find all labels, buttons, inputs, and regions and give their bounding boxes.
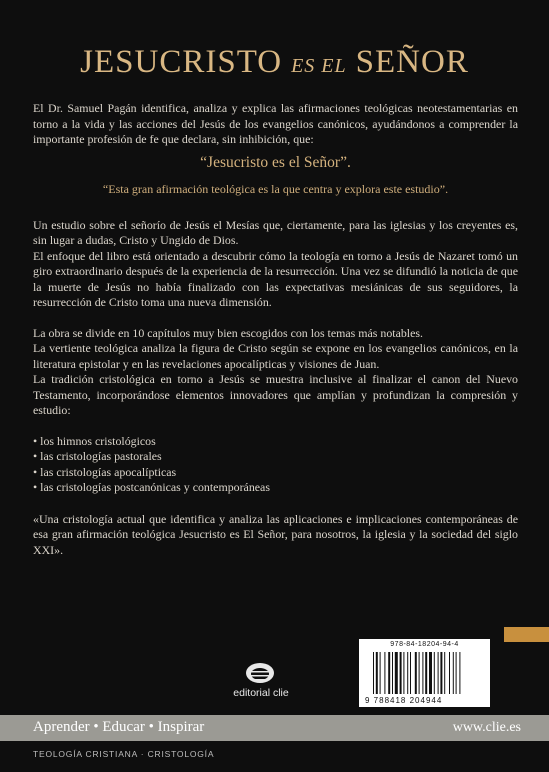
- paragraph-b-2: La vertiente teológica analiza la figura de Cristo según se expone en los evangelios canónicos, en la literatura epistolar y en las revelaciones apocalípticas y visiones de Juan.: [33, 341, 518, 371]
- clie-logo-icon: [238, 659, 282, 684]
- paragraph-b-3: La tradición cristológica en torno a Jesús se muestra inclusive al finalizar el canon del Nuevo Testamento, incorporándose elementos innovadores que amplían y profundizan la compresión y estudio:: [33, 372, 518, 417]
- barcode-digits: 9 788418 204944: [365, 696, 443, 705]
- book-categories: TEOLOGÍA CRISTIANA · CRISTOLOGÍA: [33, 749, 215, 759]
- closing-quote: «Una cristología actual que identifica y analiza las aplicaciones e implicaciones contemporáneas de esa gran afirmación teológica Jesucristo es El Señor, para nosotros, la iglesia y la sociedad del siglo XXI».: [33, 511, 518, 557]
- title-part-1: JESUCRISTO: [80, 44, 283, 80]
- topic-list: [33, 434, 518, 496]
- list-item: • las cristologías postcanónicas y contemporáneas: [33, 480, 518, 496]
- secondary-quote: “Esta gran afirmación teológica es la que centra y explora este estudio”.: [102, 182, 449, 196]
- list-item: • las cristologías apocalípticas: [33, 465, 518, 481]
- back-cover-text: [33, 101, 518, 558]
- intro-paragraph: El Dr. Samuel Pagán identifica, analiza y explica las afirmaciones teológicas neotestamentarias en torno a la vida y las acciones del Jesús de los evangelios canónicos, ayudándonos a comprender la importante profesión de fe que declara, sin inhibición, que:: [33, 101, 518, 146]
- footer-band: [0, 715, 549, 741]
- paragraph-b-1: La obra se divide en 10 capítulos muy bien escogidos con los temas más notables.: [33, 325, 423, 340]
- paragraph-a-2: El enfoque del libro está orientado a descubrir cómo la teología en torno a Jesús de Nazaret tomó un giro extraordinario después de la experiencia de la resurrección. Una vez se difundió la noticia de que la muerte de Jesús no había finalizado con las expectativas mesiánicas de sus seguidores, la resurrección de Cristo toma una nueva dimensión.: [33, 248, 518, 309]
- book-title: [0, 44, 549, 81]
- main-quote: “Jesucristo es el Señor”.: [200, 153, 351, 171]
- title-part-3: SEÑOR: [355, 44, 469, 80]
- list-item: • los himnos cristológicos: [33, 434, 518, 450]
- paragraph-a-1: Un estudio sobre el señorío de Jesús el Mesías que, ciertamente, para las iglesias y los creyentes es, sin lugar a dudas, Cristo y Ungido de Dios.: [33, 217, 518, 247]
- title-part-2: ES EL: [291, 55, 347, 77]
- isbn-number: 978-84-18204-94-4: [390, 641, 459, 648]
- accent-tab: [504, 627, 549, 642]
- publisher-motto: Aprender • Educar • Inspirar: [33, 719, 205, 735]
- barcode-bars: [373, 652, 481, 694]
- barcode: [359, 639, 490, 707]
- publisher-name: editorial clie: [233, 687, 289, 699]
- publisher-website: www.clie.es: [452, 720, 521, 735]
- list-item: • las cristologías pastorales: [33, 449, 518, 465]
